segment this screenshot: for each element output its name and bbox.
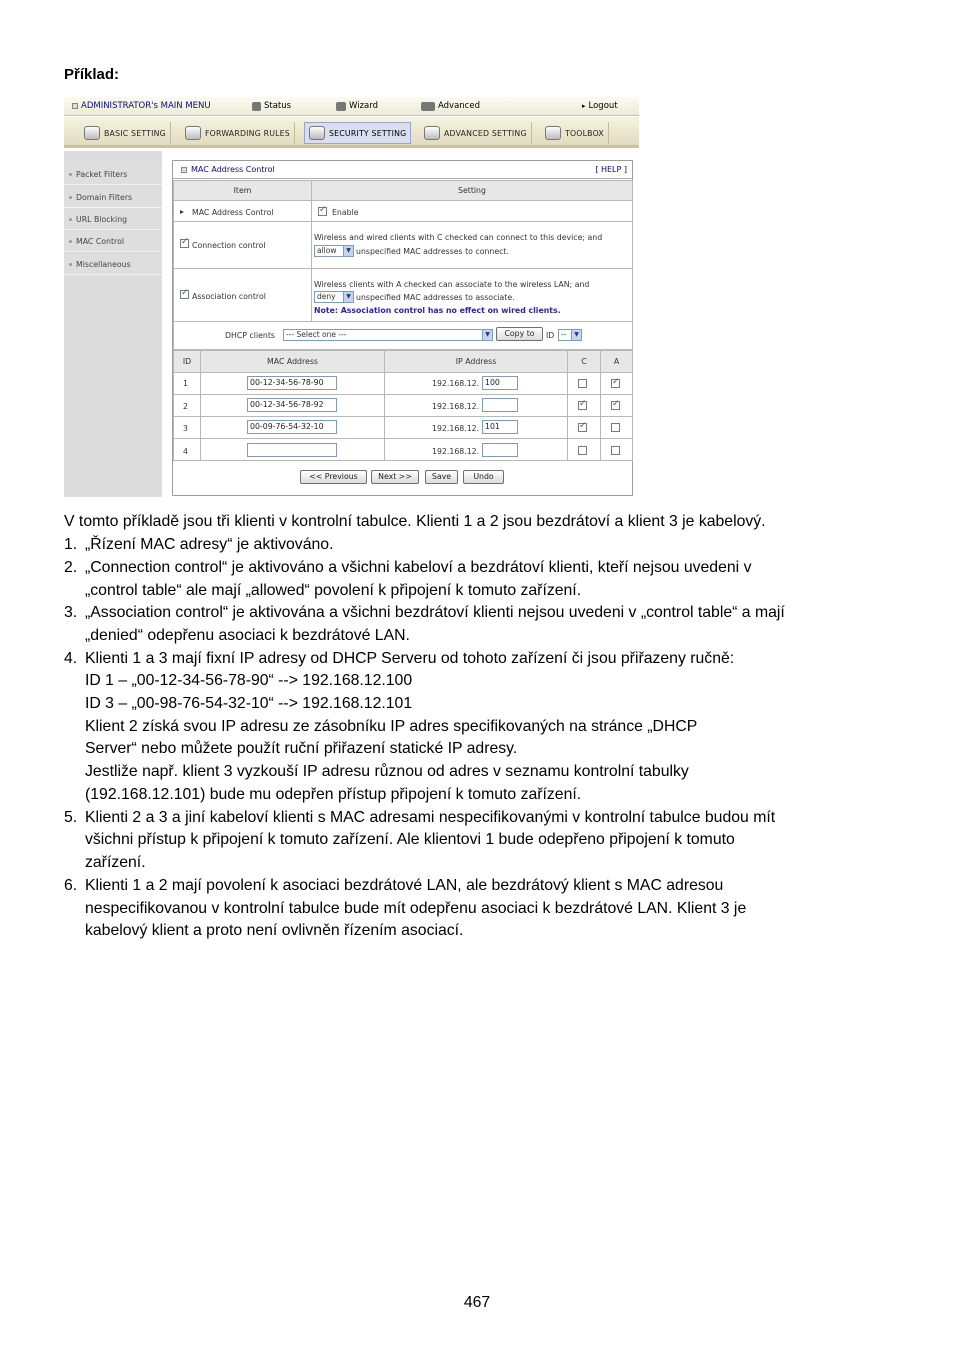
id-label: ID [546,331,555,340]
connection-description: Wireless and wired clients with C checked can connect to this device; and [314,233,603,242]
column-header-setting: Setting [311,180,633,201]
list-number: 2. [64,559,78,576]
admin-menu-link[interactable]: ADMINISTRATOR's MAIN MENU [72,101,211,111]
sidebar-item-mac-control[interactable]: MAC Control [64,231,162,252]
list-number: 3. [64,604,78,621]
mac-address-input[interactable] [247,443,337,457]
list-item: ID 1 – „00-12-34-56-78-90“ --> 192.168.12.100 [85,672,413,689]
column-header-mac: MAC Address [200,350,385,373]
arrow-right-icon: ▸ [582,102,586,110]
list-item: Klienti 1 a 3 mají fixní IP adresy od DHCP Serveru od tohoto zařízení či jsou přiřazeny ručně: [85,650,735,667]
bullet-icon [69,240,72,243]
enable-checkbox[interactable] [318,207,327,216]
status-icon [252,102,261,111]
intro-paragraph: V tomto příkladě jsou tři klienti v kontrolní tabulce. Klienti 1 a 2 jsou bezdrátoví a klient 3 je kabelový. [64,513,766,530]
tab-advanced-setting[interactable]: ADVANCED SETTING [420,122,532,144]
association-note: Note: Association control has no effect on wired clients. [314,306,561,315]
list-item: nespecifikovanou v kontrolní tabulce bude mít odepřenu asociaci k bezdrátové LAN. Klient 3 je [85,900,747,917]
row-id: 2 [183,402,188,411]
dhcp-clients-label: DHCP clients [225,331,275,340]
ip-prefix: 192.168.12. [432,447,480,456]
column-header-a: A [600,350,633,373]
previous-button[interactable]: << Previous [300,470,367,484]
mac-address-input[interactable]: 00-09-76-54-32-10 [247,420,337,434]
wizard-icon [336,102,346,111]
column-header-item: Item [173,180,312,201]
list-item: (192.168.12.101) bude mu odepřen přístup připojení k tomuto zařízení. [85,786,582,803]
a-checkbox[interactable] [611,423,620,432]
association-control-label: Association control [192,292,266,301]
list-item: kabelový klient a proto není ovlivněn řízením asociací. [85,922,464,939]
security-icon [309,126,325,140]
sidebar-item-domain-filters[interactable]: Domain Filters [64,187,162,208]
undo-button[interactable]: Undo [463,470,504,484]
ip-prefix: 192.168.12. [432,424,480,433]
ip-suffix-input[interactable]: 100 [482,376,518,390]
tab-security-setting[interactable]: SECURITY SETTING [304,122,411,144]
list-item: zařízení. [85,854,146,871]
association-control-checkbox[interactable] [180,290,189,299]
list-item: ID 3 – „00-98-76-54-32-10“ --> 192.168.12.101 [85,695,413,712]
panel-header [173,161,632,179]
list-number: 5. [64,809,78,826]
list-item: Klienti 1 a 2 mají povolení k asociaci bezdrátové LAN, ale bezdrátový klient s MAC adresou [85,877,724,894]
connection-policy-select[interactable]: allow ▼ [314,245,354,257]
dhcp-clients-select[interactable]: --- Select one --- ▼ [283,329,493,341]
a-checkbox[interactable] [611,379,620,388]
sidebar-item-miscellaneous[interactable]: Miscellaneous [64,254,162,275]
dropdown-arrow-icon: ▼ [571,330,581,340]
tab-toolbox[interactable]: TOOLBOX [541,122,609,144]
next-button[interactable]: Next >> [371,470,419,484]
bullet-icon [69,218,72,221]
c-checkbox[interactable] [578,379,587,388]
ip-suffix-input[interactable] [482,443,518,457]
association-description-2: unspecified MAC addresses to associate. [356,293,515,302]
panel-square-icon [181,167,187,173]
dropdown-arrow-icon: ▼ [343,292,353,302]
page-number: 467 [463,1294,491,1311]
advanced-setting-icon [424,126,440,140]
mac-address-input[interactable]: 00-12-34-56-78-92 [247,398,337,412]
triangle-right-icon: ▸ [180,207,184,216]
mac-control-panel [172,160,633,496]
column-header-id: ID [173,350,201,373]
list-number: 1. [64,536,78,553]
bullet-icon [69,173,72,176]
connection-control-checkbox[interactable] [180,239,189,248]
mac-control-label: MAC Address Control [192,208,274,217]
ip-suffix-input[interactable] [482,398,518,412]
dropdown-arrow-icon: ▼ [482,330,492,340]
list-item: „Association control“ je aktivována a všichni bezdrátoví klienti nejsou uvedeni v „control table“ a mají [85,604,785,621]
menu-square-icon [72,103,78,109]
list-item: všichni přístup k připojení k tomuto zařízení. Ale klientovi 1 bude odepřeno připojení k tomuto [85,831,735,848]
a-checkbox[interactable] [611,446,620,455]
sidebar-item-packet-filters[interactable]: Packet Filters [64,164,162,185]
advanced-icon [421,102,435,111]
row-id: 3 [183,424,188,433]
list-item: „control table“ ale mají „allowed“ povolení k připojení k tomuto zařízení. [85,582,582,599]
column-header-c: C [567,350,601,373]
forwarding-icon [185,126,201,140]
row-id: 1 [183,379,188,388]
mac-address-input[interactable]: 00-12-34-56-78-90 [247,376,337,390]
connection-description-2: unspecified MAC addresses to connect. [356,247,509,256]
association-description: Wireless clients with A checked can associate to the wireless LAN; and [314,280,590,289]
copy-to-button[interactable]: Copy to [496,327,543,341]
sidebar-item-url-blocking[interactable]: URL Blocking [64,209,162,230]
router-screenshot [64,97,639,497]
c-checkbox[interactable] [578,423,587,432]
tab-forwarding-rules[interactable]: FORWARDING RULES [181,122,295,144]
panel-title: MAC Address Control [191,165,275,174]
bullet-icon [69,263,72,266]
list-number: 4. [64,650,78,667]
ip-prefix: 192.168.12. [432,379,480,388]
basic-setting-icon [84,126,100,140]
list-item: Klient 2 získá svou IP adresu ze zásobníku IP adres specifikovaných na stránce „DHCP [85,718,698,735]
tab-basic-setting[interactable]: BASIC SETTING [80,122,171,144]
id-select[interactable]: -- ▼ [558,329,582,341]
ip-suffix-input[interactable]: 101 [482,420,518,434]
association-policy-select[interactable]: deny ▼ [314,291,354,303]
c-checkbox[interactable] [578,401,587,410]
column-header-ip: IP Address [384,350,568,373]
status-link[interactable]: Status [252,101,291,111]
tab-bar [64,117,639,148]
enable-label: Enable [332,208,359,217]
help-link[interactable]: [ HELP ] [595,165,627,174]
list-item: „Řízení MAC adresy“ je aktivováno. [85,536,334,553]
advanced-link[interactable]: Advanced [421,101,480,111]
list-number: 6. [64,877,78,894]
dropdown-arrow-icon: ▼ [343,246,353,256]
main-menu-bar [64,97,639,116]
list-item: Server“ nebo můžete použít ruční přiřazení statické IP adresy. [85,740,518,757]
save-button[interactable]: Save [425,470,458,484]
list-item: „denied“ odepřenu asociaci k bezdrátové LAN. [85,627,410,644]
wizard-link[interactable]: Wizard [336,101,378,111]
connection-control-label: Connection control [192,241,266,250]
list-item: „Connection control“ je aktivováno a všichni kabeloví a bezdrátoví klienti, kteří nejsou uvedeni v [85,559,752,576]
list-item: Jestliže např. klient 3 vyzkouší IP adresu různou od adres v seznamu kontrolní tabulky [85,763,689,780]
c-checkbox[interactable] [578,446,587,455]
ip-prefix: 192.168.12. [432,402,480,411]
bullet-icon [69,196,72,199]
toolbox-icon [545,126,561,140]
example-heading: Příklad: [64,66,120,83]
sidebar [64,151,162,497]
list-item: Klienti 2 a 3 a jiní kabeloví klienti s MAC adresami nespecifikovanými v kontrolní tabulce budou mít [85,809,776,826]
logout-link[interactable]: ▸ Logout [582,101,618,111]
a-checkbox[interactable] [611,401,620,410]
row-id: 4 [183,447,188,456]
